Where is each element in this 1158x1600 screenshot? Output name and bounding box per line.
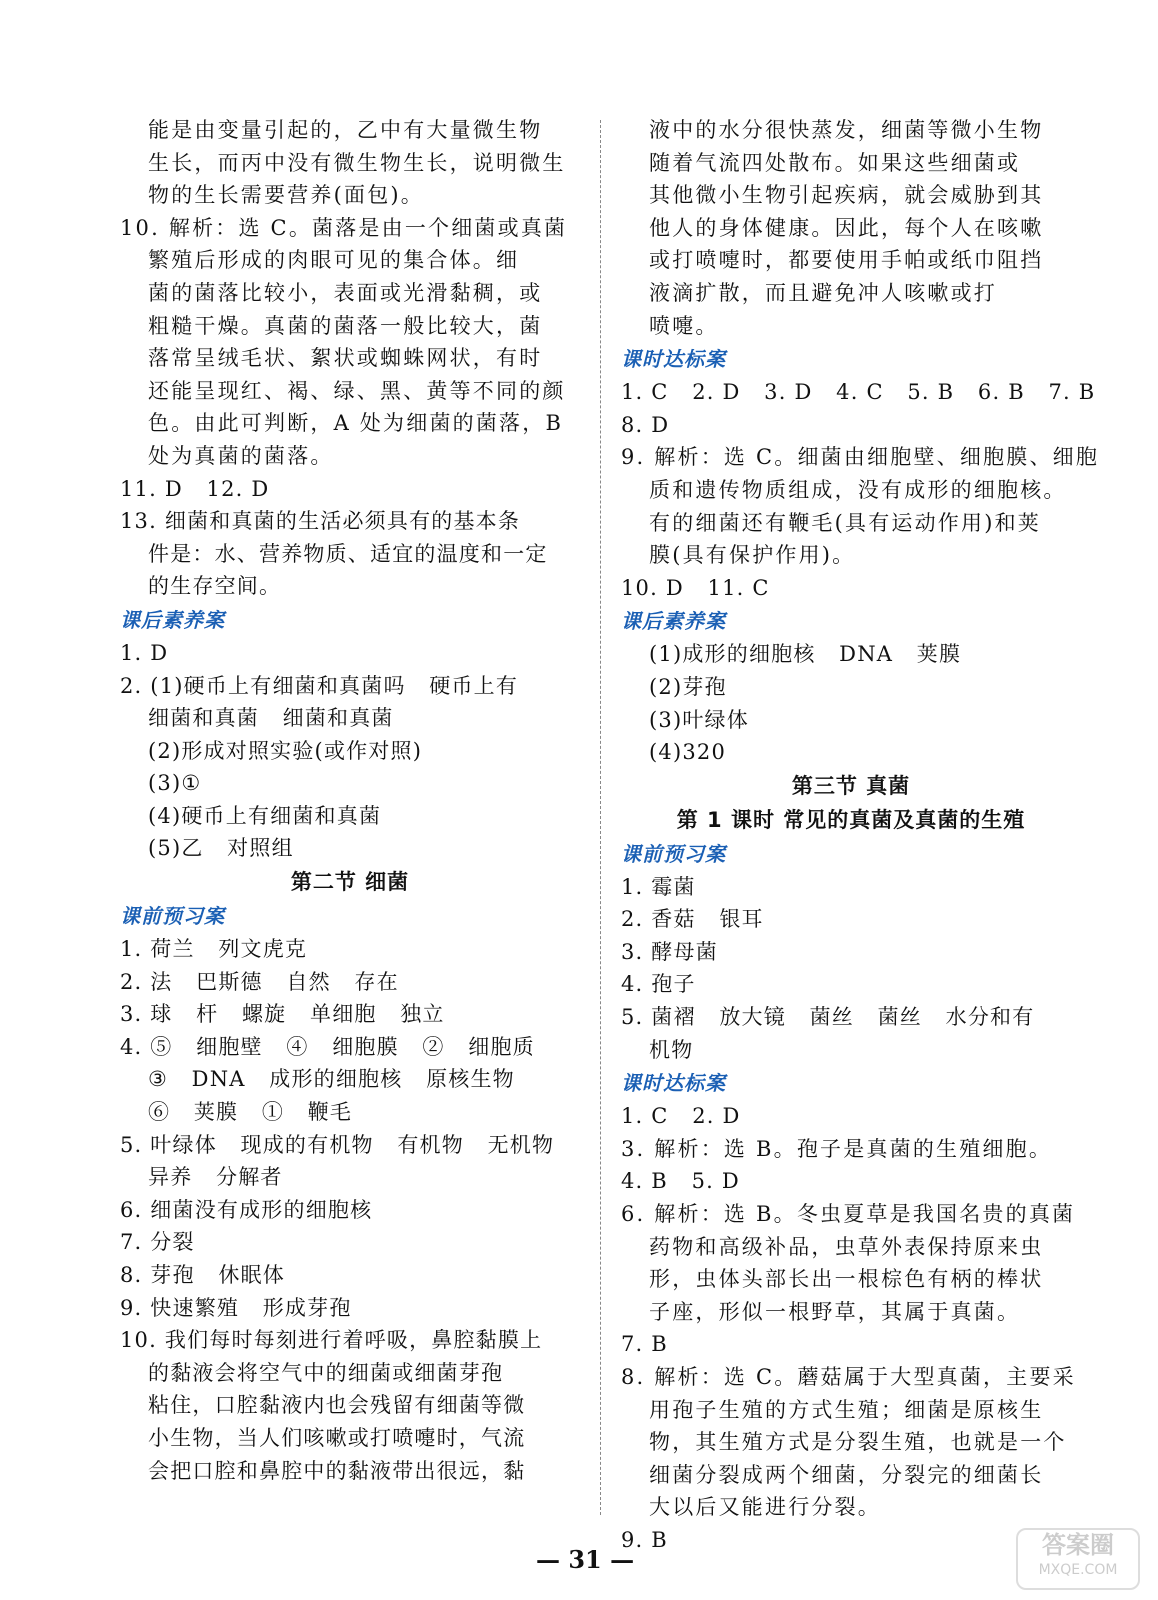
answer-line: (3)叶绿体	[649, 707, 749, 732]
answer-line: ⑥ 荚膜 ① 鞭毛	[148, 1100, 353, 1125]
answer-line: (1)成形的细胞核 DNA 荚膜	[649, 642, 962, 667]
answer-line: (2)芽孢	[649, 674, 727, 699]
left-column	[120, 114, 580, 1487]
answer-line: 粗糙干燥。真菌的菌落一般比较大，菌	[148, 313, 543, 338]
section-heading-label: 课后素养案	[621, 609, 730, 633]
answer-line: 处为真菌的菌落。	[148, 443, 334, 468]
answer-line: 繁殖后形成的肉眼可见的集合体。细	[148, 248, 520, 273]
section-title: 第二节 细菌	[290, 870, 410, 895]
answer-line: 5. 叶绿体 现成的有机物 有机物 无机物	[120, 1132, 555, 1157]
answer-line: 6. 解析：选 B。冬虫夏草是我国名贵的真菌	[621, 1202, 1076, 1227]
answer-line: 5. 菌褶 放大镜 菌丝 菌丝 水分和有	[621, 1005, 1035, 1030]
answer-line: 他人的身体健康。因此，每个人在咳嗽	[649, 215, 1044, 240]
answer-line: 1. 霉菌	[621, 874, 696, 899]
answer-line: 2. 香菇 银耳	[621, 907, 764, 932]
answer-line: 8. 芽孢 休眠体	[120, 1263, 285, 1287]
answer-line: 10. D 11. C	[621, 575, 770, 600]
answer-line: 或打喷嚏时，都要使用手帕或纸巾阻挡	[649, 248, 1044, 273]
answer-line: 会把口腔和鼻腔中的黏液带出很远，黏	[148, 1458, 526, 1483]
answer-line: 异养 分解者	[148, 1165, 283, 1190]
answer-line: 大以后又能进行分裂。	[649, 1495, 881, 1520]
answer-line: 落常呈绒毛状、絮状或蜘蛛网状，有时	[148, 346, 543, 371]
answer-line: 1. 荷兰 列文虎克	[120, 937, 308, 962]
answer-line: 4. ⑤ 细胞壁 ④ 细胞膜 ② 细胞质	[120, 1034, 535, 1059]
section-heading	[621, 342, 1081, 376]
section-heading-label: 课后素养案	[120, 608, 229, 632]
answer-line: 有的细菌还有鞭毛(具有运动作用)和荚	[649, 510, 1041, 535]
answer-line: 还能呈现红、褐、绿、黑、黄等不同的颜	[148, 378, 566, 403]
answer-line: 子座，形似一根野草，其属于真菌。	[649, 1299, 1021, 1324]
answer-line: 11. D 12. D	[120, 476, 270, 501]
answer-line: 其他微小生物引起疾病，就会威胁到其	[649, 183, 1044, 208]
answer-line: 物，其生殖方式是分裂生殖，也就是一个	[649, 1430, 1067, 1455]
section-title: 第 1 课时 常见的真菌及真菌的生殖	[676, 807, 1026, 832]
answer-line: 的生存空间。	[148, 574, 282, 599]
answer-line: 8. D	[621, 412, 670, 437]
answer-line: 的黏液会将空气中的细菌或细菌芽孢	[148, 1360, 504, 1385]
answer-line: 2. 法 巴斯德 自然 存在	[120, 969, 399, 994]
answer-line: 9. B	[621, 1527, 668, 1552]
answer-line: 10. 解析：选 C。菌落是由一个细菌或真菌	[120, 215, 568, 240]
answer-line: 液滴扩散，而且避免冲人咳嗽或打	[649, 280, 997, 305]
section-heading-label: 课前预习案	[621, 842, 730, 866]
watermark-url: MXQE.COM	[1038, 1562, 1118, 1578]
answer-line: (4)硬币上有细菌和真菌	[148, 803, 382, 828]
answer-line: 粘住，口腔黏液内也会残留有细菌等微	[148, 1393, 526, 1418]
answer-line: (4)320	[649, 740, 727, 765]
answer-line: ③ DNA 成形的细胞核 原核生物	[148, 1067, 515, 1092]
section-heading	[120, 899, 580, 933]
answer-line: 1. C 2. D	[621, 1104, 741, 1129]
section-title: 第三节 真菌	[791, 773, 911, 798]
section-heading-label: 课前预习案	[120, 904, 229, 928]
answer-line: 物的生长需要营养(面包)。	[148, 183, 424, 208]
answer-line: 9. 快速繁殖 形成芽孢	[120, 1295, 352, 1320]
answer-line: 能是由变量引起的，乙中有大量微生物	[148, 118, 543, 142]
answer-line: 4. B 5. D	[621, 1169, 740, 1194]
watermark-logo	[1016, 1528, 1140, 1590]
answer-line: (2)形成对照实验(或作对照)	[148, 738, 423, 763]
answer-line: 3. 酵母菌	[621, 939, 718, 964]
answer-line: 细菌和真菌 细菌和真菌	[148, 706, 394, 731]
answer-line: 8. 解析：选 C。蘑菇属于大型真菌，主要采	[621, 1365, 1076, 1389]
section-heading	[621, 604, 1081, 638]
answer-line: 1. D	[120, 640, 169, 665]
answer-line: 6. 细菌没有成形的细胞核	[120, 1197, 373, 1222]
answer-line: (3)①	[148, 771, 202, 796]
section-heading-label: 课时达标案	[621, 1071, 730, 1095]
answer-line: 13. 细菌和真菌的生活必须具有的基本条	[120, 509, 521, 534]
section-heading-label: 课时达标案	[621, 347, 730, 371]
page-number: — 31 —	[536, 1545, 635, 1574]
right-column	[621, 114, 1100, 1557]
answer-line: 小生物，当人们咳嗽或打喷嚏时，气流	[148, 1425, 526, 1450]
answer-line: 3. 解析：选 B。孢子是真菌的生殖细胞。	[621, 1136, 1053, 1161]
column-divider	[600, 120, 601, 1515]
section-heading	[621, 1066, 1081, 1100]
answer-line: 4. 孢子	[621, 972, 696, 997]
answer-line: 细菌分裂成两个细菌，分裂完的细菌长	[649, 1462, 1044, 1487]
answer-line: 液中的水分很快蒸发，细菌等微小生物	[649, 118, 1044, 142]
answer-line: 质和遗传物质组成，没有成形的细胞核。	[649, 477, 1067, 502]
answer-line: 生长，而丙中没有微生物生长，说明微生	[148, 150, 566, 175]
answer-line: 10. 我们每时每刻进行着呼吸，鼻腔黏膜上	[120, 1328, 543, 1353]
answer-line: 用孢子生殖的方式生殖；细菌是原核生	[649, 1397, 1044, 1422]
answer-line: 7. B	[621, 1332, 668, 1357]
answer-line: 随着气流四处散布。如果这些细菌或	[649, 150, 1021, 175]
answer-line: 9. 解析：选 C。细菌由细胞壁、细胞膜、细胞	[621, 445, 1100, 470]
answer-line: (5)乙 对照组	[148, 836, 294, 861]
answer-line: 2. (1)硬币上有细菌和真菌吗 硬币上有	[120, 673, 519, 698]
answer-line: 色。由此可判断，A 处为细菌的菌落，B	[148, 411, 564, 436]
answer-line: 膜(具有保护作用)。	[649, 543, 856, 568]
answer-line: 菌的菌落比较小，表面或光滑黏稠，或	[148, 280, 543, 305]
section-heading	[120, 603, 580, 637]
section-heading	[621, 837, 1081, 871]
answer-line: 1. C 2. D 3. D 4. C 5. B 6. B 7. B	[621, 380, 1096, 405]
answer-line: 件是：水、营养物质、适宜的温度和一定	[148, 541, 548, 566]
answer-line: 喷嚏。	[649, 313, 719, 338]
answer-line: 7. 分裂	[120, 1230, 195, 1255]
answer-line: 药物和高级补品，虫草外表保持原来虫	[649, 1234, 1044, 1259]
answer-line: 形，虫体头部长出一根棕色有柄的棒状	[649, 1267, 1044, 1292]
answer-line: 机物	[649, 1037, 694, 1062]
watermark-text: 答案圈	[1042, 1531, 1114, 1559]
answer-line: 3. 球 杆 螺旋 单细胞 独立	[120, 1002, 445, 1027]
